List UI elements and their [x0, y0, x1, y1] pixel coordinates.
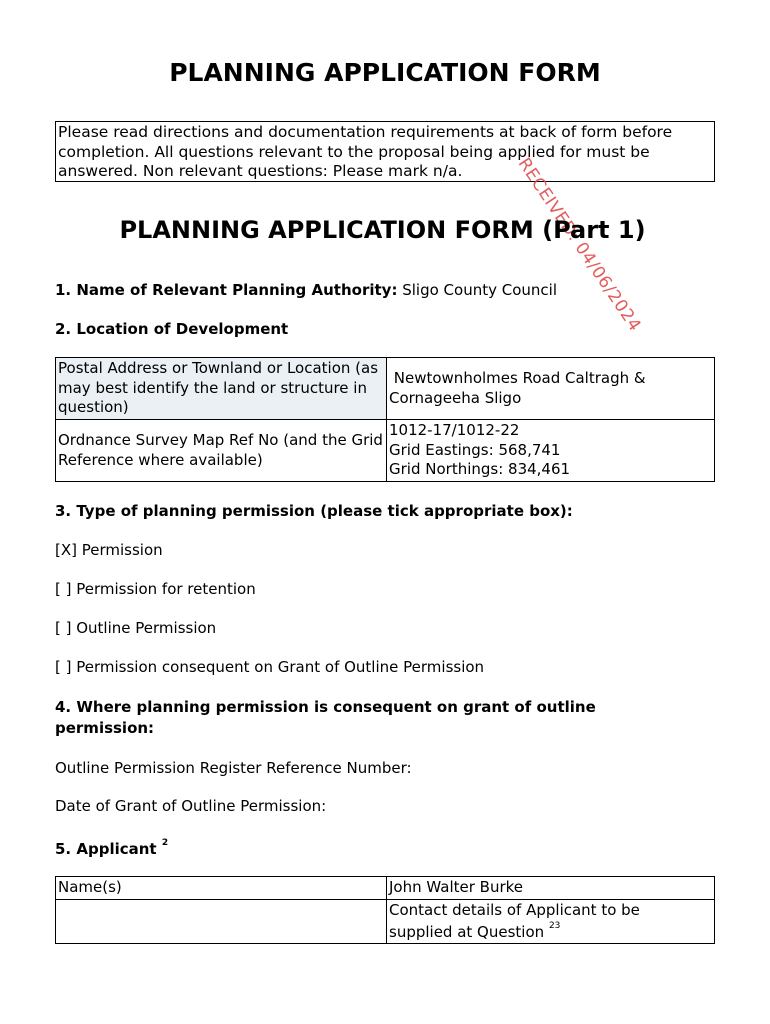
- outline-grant-date: Date of Grant of Outline Permission:: [55, 797, 327, 815]
- os-map-ref-value: [387, 420, 715, 482]
- q5-label: [55, 836, 168, 860]
- q4-label-line2: permission:: [55, 719, 155, 737]
- contact-footnote: 23: [548, 921, 561, 931]
- postal-address-value: [387, 358, 715, 420]
- table-row: [56, 877, 715, 900]
- postal-address-line: Newtownholmes Road Caltragh &: [389, 369, 646, 387]
- postal-address-label: Postal Address or Townland or Location (as may best identify the land or structure in question): [56, 358, 387, 420]
- grid-eastings-line: Grid Eastings: 568,741: [389, 440, 561, 459]
- location-table: [55, 357, 715, 482]
- instructions-notice: Please read directions and documentation requirements at back of form before completion. All questions relevant to the proposal being applied for must be answered. Non relevant questions: Please mark n/a.: [55, 121, 715, 182]
- received-stamp: RECEIVED: 04/06/2024: [513, 154, 645, 336]
- consequent-option[interactable]: [ ] Permission consequent on Grant of Outline Permission: [55, 658, 485, 676]
- outline-register-ref: Outline Permission Register Reference Number:: [55, 759, 412, 777]
- table-row: [56, 420, 715, 482]
- q4-label-line1: 4. Where planning permission is consequent on grant of outline: [55, 698, 596, 716]
- q1-label: 1. Name of Relevant Planning Authority:: [55, 281, 398, 299]
- q5-footnote: 2: [161, 838, 169, 848]
- applicant-contact-note: [387, 900, 715, 944]
- map-ref-line: 1012-17/1012-22: [389, 421, 520, 440]
- table-row: [56, 900, 715, 944]
- retention-option[interactable]: [ ] Permission for retention: [55, 580, 256, 598]
- q1-value: Sligo County Council: [397, 281, 557, 299]
- contact-note-line: Contact details of Applicant to be: [389, 900, 640, 919]
- grid-northings-line: Grid Northings: 834,461: [389, 460, 571, 479]
- table-row: [56, 358, 715, 420]
- contact-note-text: supplied at Question: [389, 923, 545, 941]
- part1-title: PLANNING APPLICATION FORM (Part 1): [119, 216, 646, 244]
- os-map-ref-label: Ordnance Survey Map Ref No (and the Grid Reference where available): [56, 420, 387, 482]
- applicant-empty-cell: [56, 900, 387, 944]
- q1-planning-authority: [55, 280, 557, 301]
- form-title: PLANNING APPLICATION FORM: [169, 58, 601, 87]
- outline-option[interactable]: [ ] Outline Permission: [55, 619, 217, 637]
- applicant-names-label: Name(s): [56, 877, 387, 900]
- q3-label: 3. Type of planning permission (please tick appropriate box):: [55, 502, 573, 520]
- applicant-table: [55, 876, 715, 944]
- applicant-names-value: John Walter Burke: [387, 877, 715, 900]
- q5-label-text: 5. Applicant: [55, 840, 157, 858]
- contact-note-line: [389, 920, 712, 943]
- permission-option[interactable]: [X] Permission: [55, 541, 163, 559]
- q2-label: 2. Location of Development: [55, 320, 289, 338]
- postal-address-line: Cornageeha Sligo: [389, 388, 522, 407]
